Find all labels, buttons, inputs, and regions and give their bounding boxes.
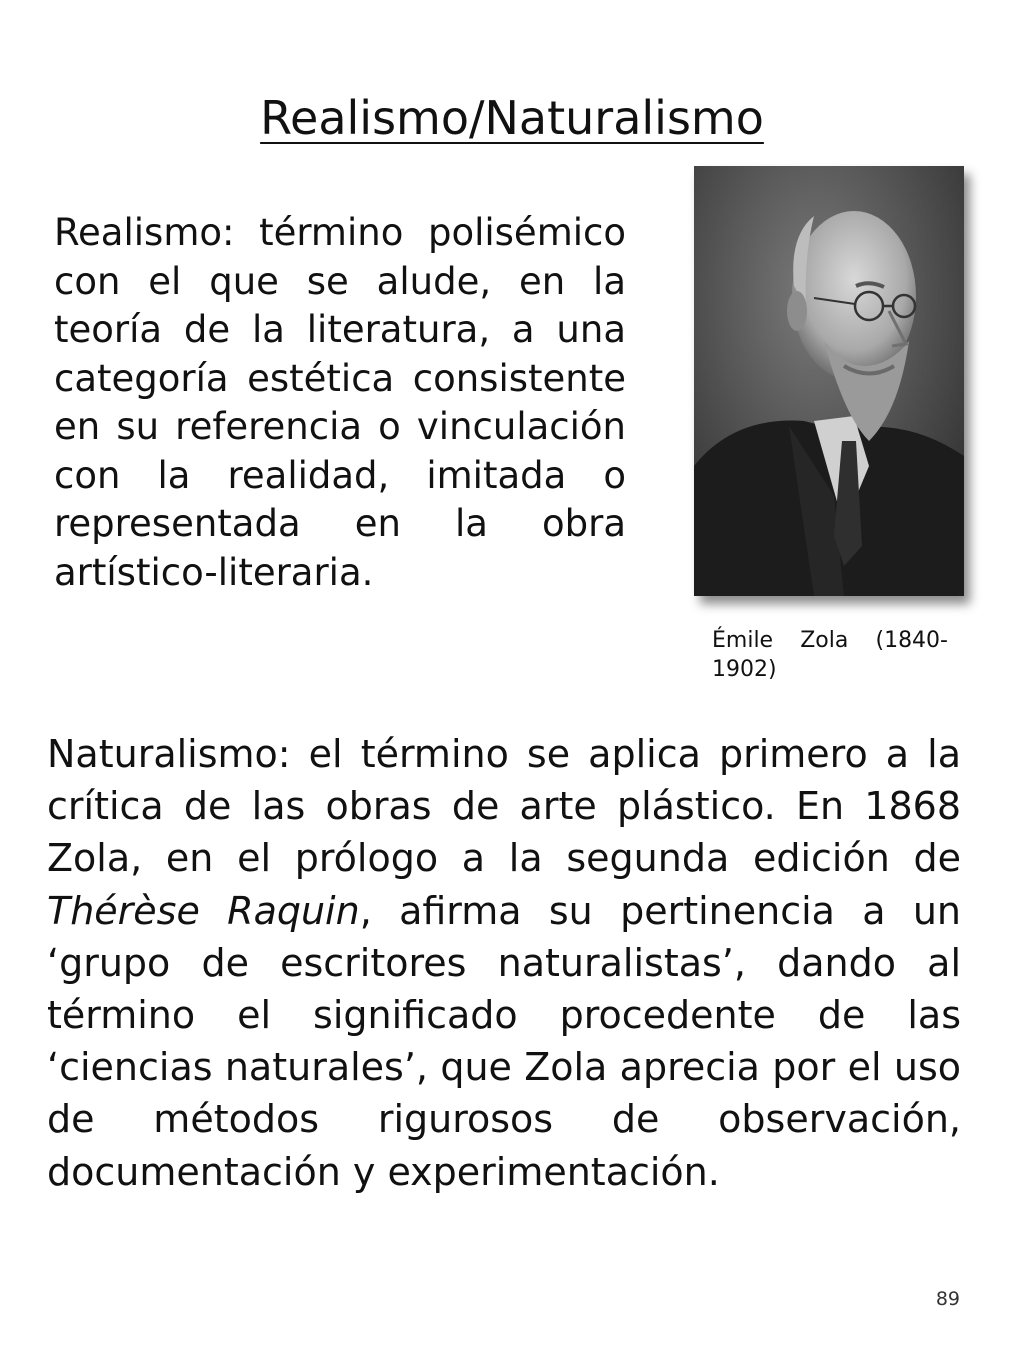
portrait-illustration	[694, 166, 964, 596]
realismo-definition: Realismo: término polisémico con el que se alude, en la teoría de la literatura, a una categoría estética consistente en su referencia o vinculación con la realidad, imitada o representada en la obra artístico-literaria.	[54, 211, 626, 594]
slide-title-text: Realismo/Naturalismo	[260, 91, 764, 145]
portrait-caption: Émile Zola (1840-1902)	[712, 628, 948, 682]
naturalismo-text-part1: Naturalismo: el término se aplica primero a la crítica de las obras de arte plástico. En 1868 Zola, en el prólogo a la segunda edición de	[47, 732, 961, 881]
zola-portrait-photo	[694, 166, 964, 596]
naturalismo-definition	[47, 728, 961, 1198]
work-title-therese-raquin: Thérèse Raquin	[47, 888, 360, 933]
page-number: 89	[935, 1288, 960, 1310]
slide-title	[0, 88, 1024, 148]
naturalismo-text-part2: , afirma su pertinencia a un ‘grupo de escritores naturalistas’, dando al término el significado procedente de las ‘ciencias naturales’, que Zola aprecia por el uso de métodos rigurosos de observación, documentación y experimentación.	[47, 888, 962, 1194]
